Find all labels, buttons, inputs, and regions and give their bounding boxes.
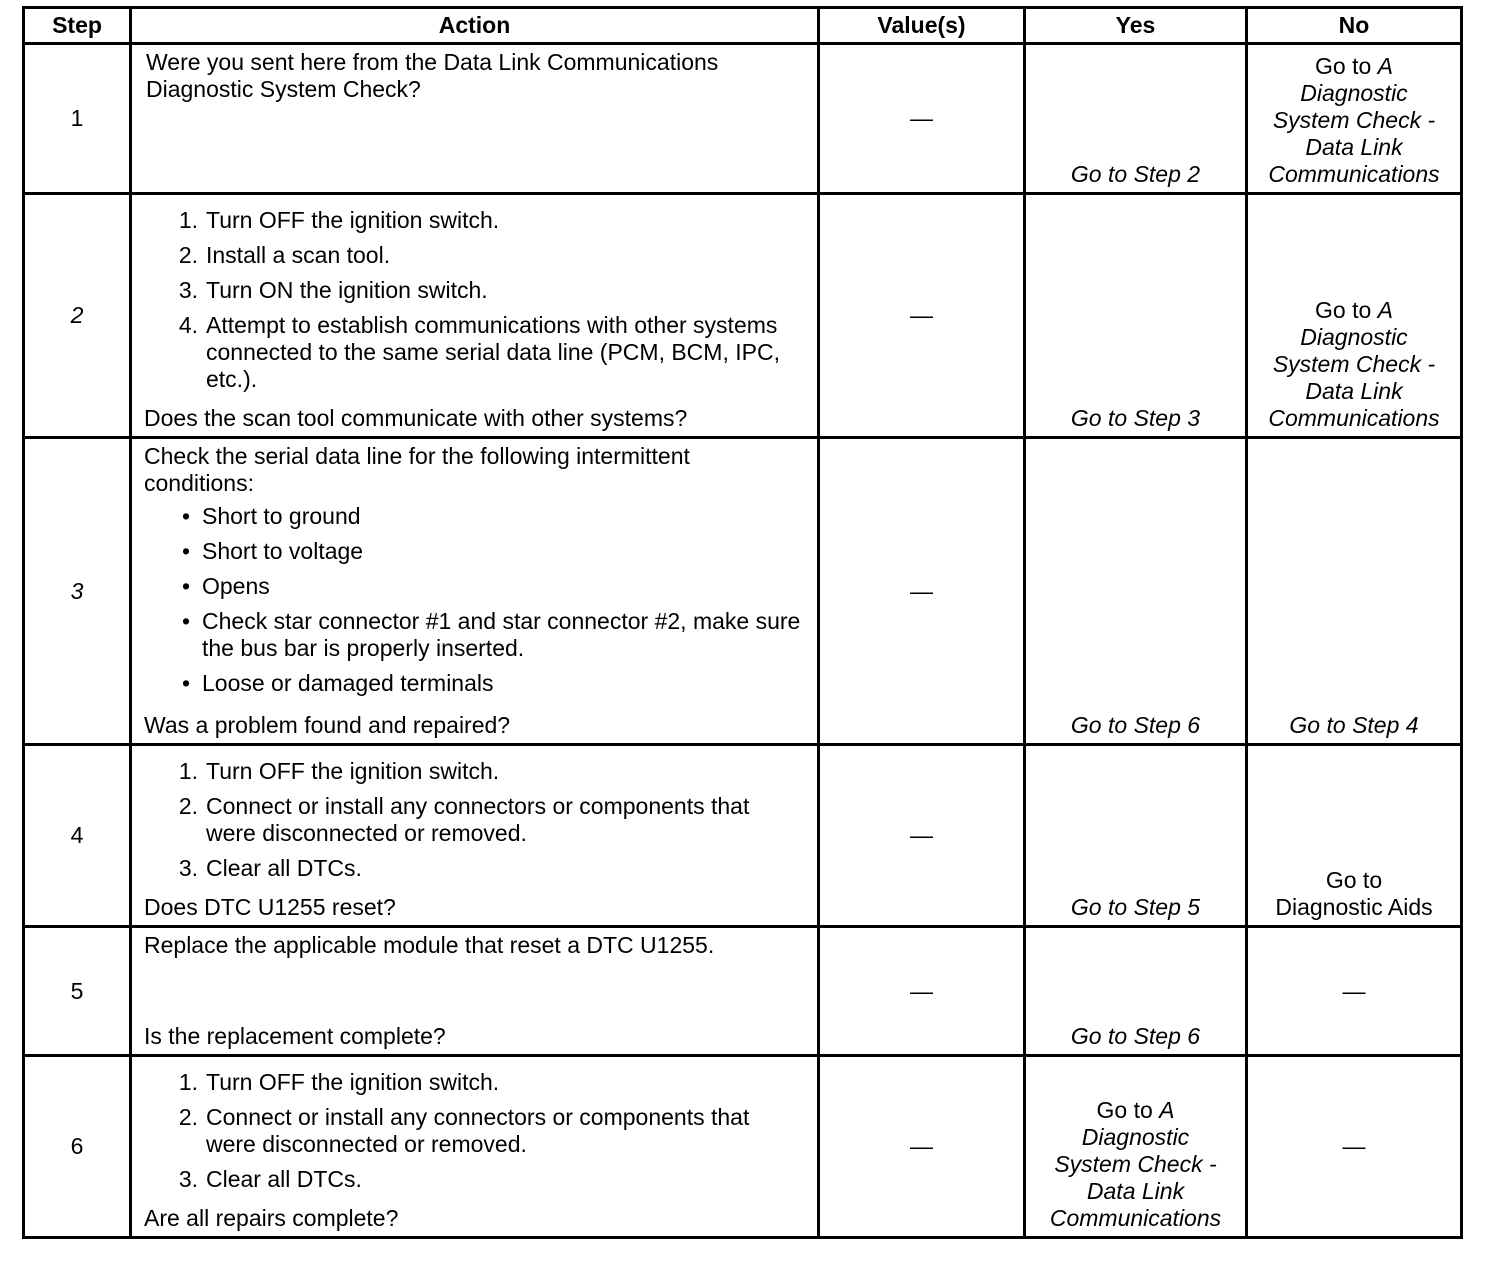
action-question: Is the replacement complete?	[144, 1023, 446, 1049]
list-item: • Opens	[181, 573, 270, 599]
step-number: 4	[24, 745, 131, 927]
action-cell	[131, 1056, 819, 1238]
goto-diagnostic-system-check	[1254, 297, 1454, 432]
header-values: Value(s)	[819, 8, 1025, 44]
list-item: • Check star connector #1 and star connector #2, make sure the bus bar is properly inserted.	[181, 608, 801, 661]
goto-text: Go to	[1315, 297, 1372, 323]
step-number: 6	[24, 1056, 131, 1238]
yes-cell: Go to Step 6	[1025, 438, 1247, 745]
diagnostic-table	[22, 6, 1463, 1239]
goto-line2: Diagnostic	[1081, 1124, 1190, 1150]
action-steps-list	[144, 758, 803, 890]
goto-line4: Data Link	[1305, 134, 1403, 160]
action-intro: Check the serial data line for the following intermittent conditions:	[144, 443, 690, 496]
goto-a: A	[1377, 297, 1393, 323]
step-number: 5	[24, 927, 131, 1056]
header-step: Step	[24, 8, 131, 44]
table-row	[24, 745, 1462, 927]
goto-line4: Data Link	[1086, 1178, 1185, 1204]
list-item: 1. Turn OFF the ignition switch.	[178, 207, 500, 233]
value-cell: —	[819, 1056, 1025, 1238]
table-row	[24, 194, 1462, 438]
no-cell: —	[1247, 927, 1462, 1056]
goto-line5: Communications	[1049, 1205, 1222, 1231]
no-cell	[1247, 44, 1462, 194]
list-item: • Short to ground	[181, 503, 361, 529]
goto-line2: Diagnostic	[1300, 80, 1408, 106]
header-no: No	[1247, 8, 1462, 44]
list-item: 3. Clear all DTCs.	[178, 855, 362, 881]
step-number: 3	[24, 438, 131, 745]
no-cell	[1247, 194, 1462, 438]
goto-line5: Communications	[1268, 405, 1440, 431]
list-item: 2. Connect or install any connectors or components that were disconnected or removed.	[178, 793, 750, 846]
list-item: 4. Attempt to establish communications with other systems connected to the same serial data line (PCM, BCM, IPC, etc.).	[178, 312, 780, 392]
action-steps-list	[144, 1069, 803, 1201]
goto-line3: System Check -	[1272, 351, 1436, 377]
action-cell	[131, 44, 819, 194]
table-row	[24, 927, 1462, 1056]
goto-diagnostic-system-check	[1254, 53, 1454, 188]
value-cell: —	[819, 745, 1025, 927]
list-item: 3. Turn ON the ignition switch.	[178, 277, 488, 303]
yes-cell	[1025, 1056, 1247, 1238]
header-row	[24, 8, 1462, 44]
action-steps-list	[144, 207, 803, 401]
header-action: Action	[131, 8, 819, 44]
list-item: • Short to voltage	[181, 538, 364, 564]
yes-cell: Go to Step 2	[1025, 44, 1247, 194]
step-number: 1	[24, 44, 131, 194]
step-number: 2	[24, 194, 131, 438]
action-bullets-list	[144, 503, 803, 705]
action-question: Does DTC U1255 reset?	[144, 894, 396, 920]
action-intro: Were you sent here from the Data Link Communications Diagnostic System Check?	[146, 49, 719, 102]
action-intro: Replace the applicable module that reset a DTC U1255.	[144, 932, 715, 958]
list-item: 2. Install a scan tool.	[178, 242, 391, 268]
table-row	[24, 44, 1462, 194]
action-question: Does the scan tool communicate with other systems?	[144, 405, 688, 431]
list-item: • Loose or damaged terminals	[181, 670, 494, 696]
value-cell: —	[819, 44, 1025, 194]
goto-diagnostic-aids: Go to Diagnostic Aids	[1275, 867, 1433, 920]
goto-text: Go to	[1315, 53, 1372, 79]
goto-line4: Data Link	[1305, 378, 1403, 404]
diagnostic-table-page	[22, 6, 1460, 1239]
value-cell: —	[819, 194, 1025, 438]
goto-text: Go to	[1096, 1097, 1153, 1123]
table-row	[24, 1056, 1462, 1238]
action-cell	[131, 927, 819, 1056]
action-question: Are all repairs complete?	[144, 1205, 399, 1231]
list-item: 3. Clear all DTCs.	[178, 1166, 362, 1192]
value-cell: —	[819, 927, 1025, 1056]
goto-diagnostic-system-check	[1032, 1097, 1239, 1232]
list-item: 2. Connect or install any connectors or components that were disconnected or removed.	[178, 1104, 750, 1157]
no-cell: Go to Step 4	[1247, 438, 1462, 745]
table-row	[24, 438, 1462, 745]
goto-a: A	[1377, 53, 1393, 79]
goto-line2: Diagnostic	[1300, 324, 1408, 350]
header-yes: Yes	[1025, 8, 1247, 44]
action-question: Was a problem found and repaired?	[144, 712, 511, 738]
value-cell: —	[819, 438, 1025, 745]
goto-line3: System Check -	[1054, 1151, 1217, 1177]
goto-line3: System Check -	[1272, 107, 1436, 133]
no-cell	[1247, 745, 1462, 927]
goto-a: A	[1159, 1097, 1175, 1123]
action-cell	[131, 438, 819, 745]
yes-cell: Go to Step 5	[1025, 745, 1247, 927]
yes-cell: Go to Step 3	[1025, 194, 1247, 438]
goto-line5: Communications	[1268, 161, 1440, 187]
no-cell: —	[1247, 1056, 1462, 1238]
action-cell	[131, 745, 819, 927]
action-cell	[131, 194, 819, 438]
list-item: 1. Turn OFF the ignition switch.	[178, 1069, 500, 1095]
list-item: 1. Turn OFF the ignition switch.	[178, 758, 500, 784]
yes-cell: Go to Step 6	[1025, 927, 1247, 1056]
